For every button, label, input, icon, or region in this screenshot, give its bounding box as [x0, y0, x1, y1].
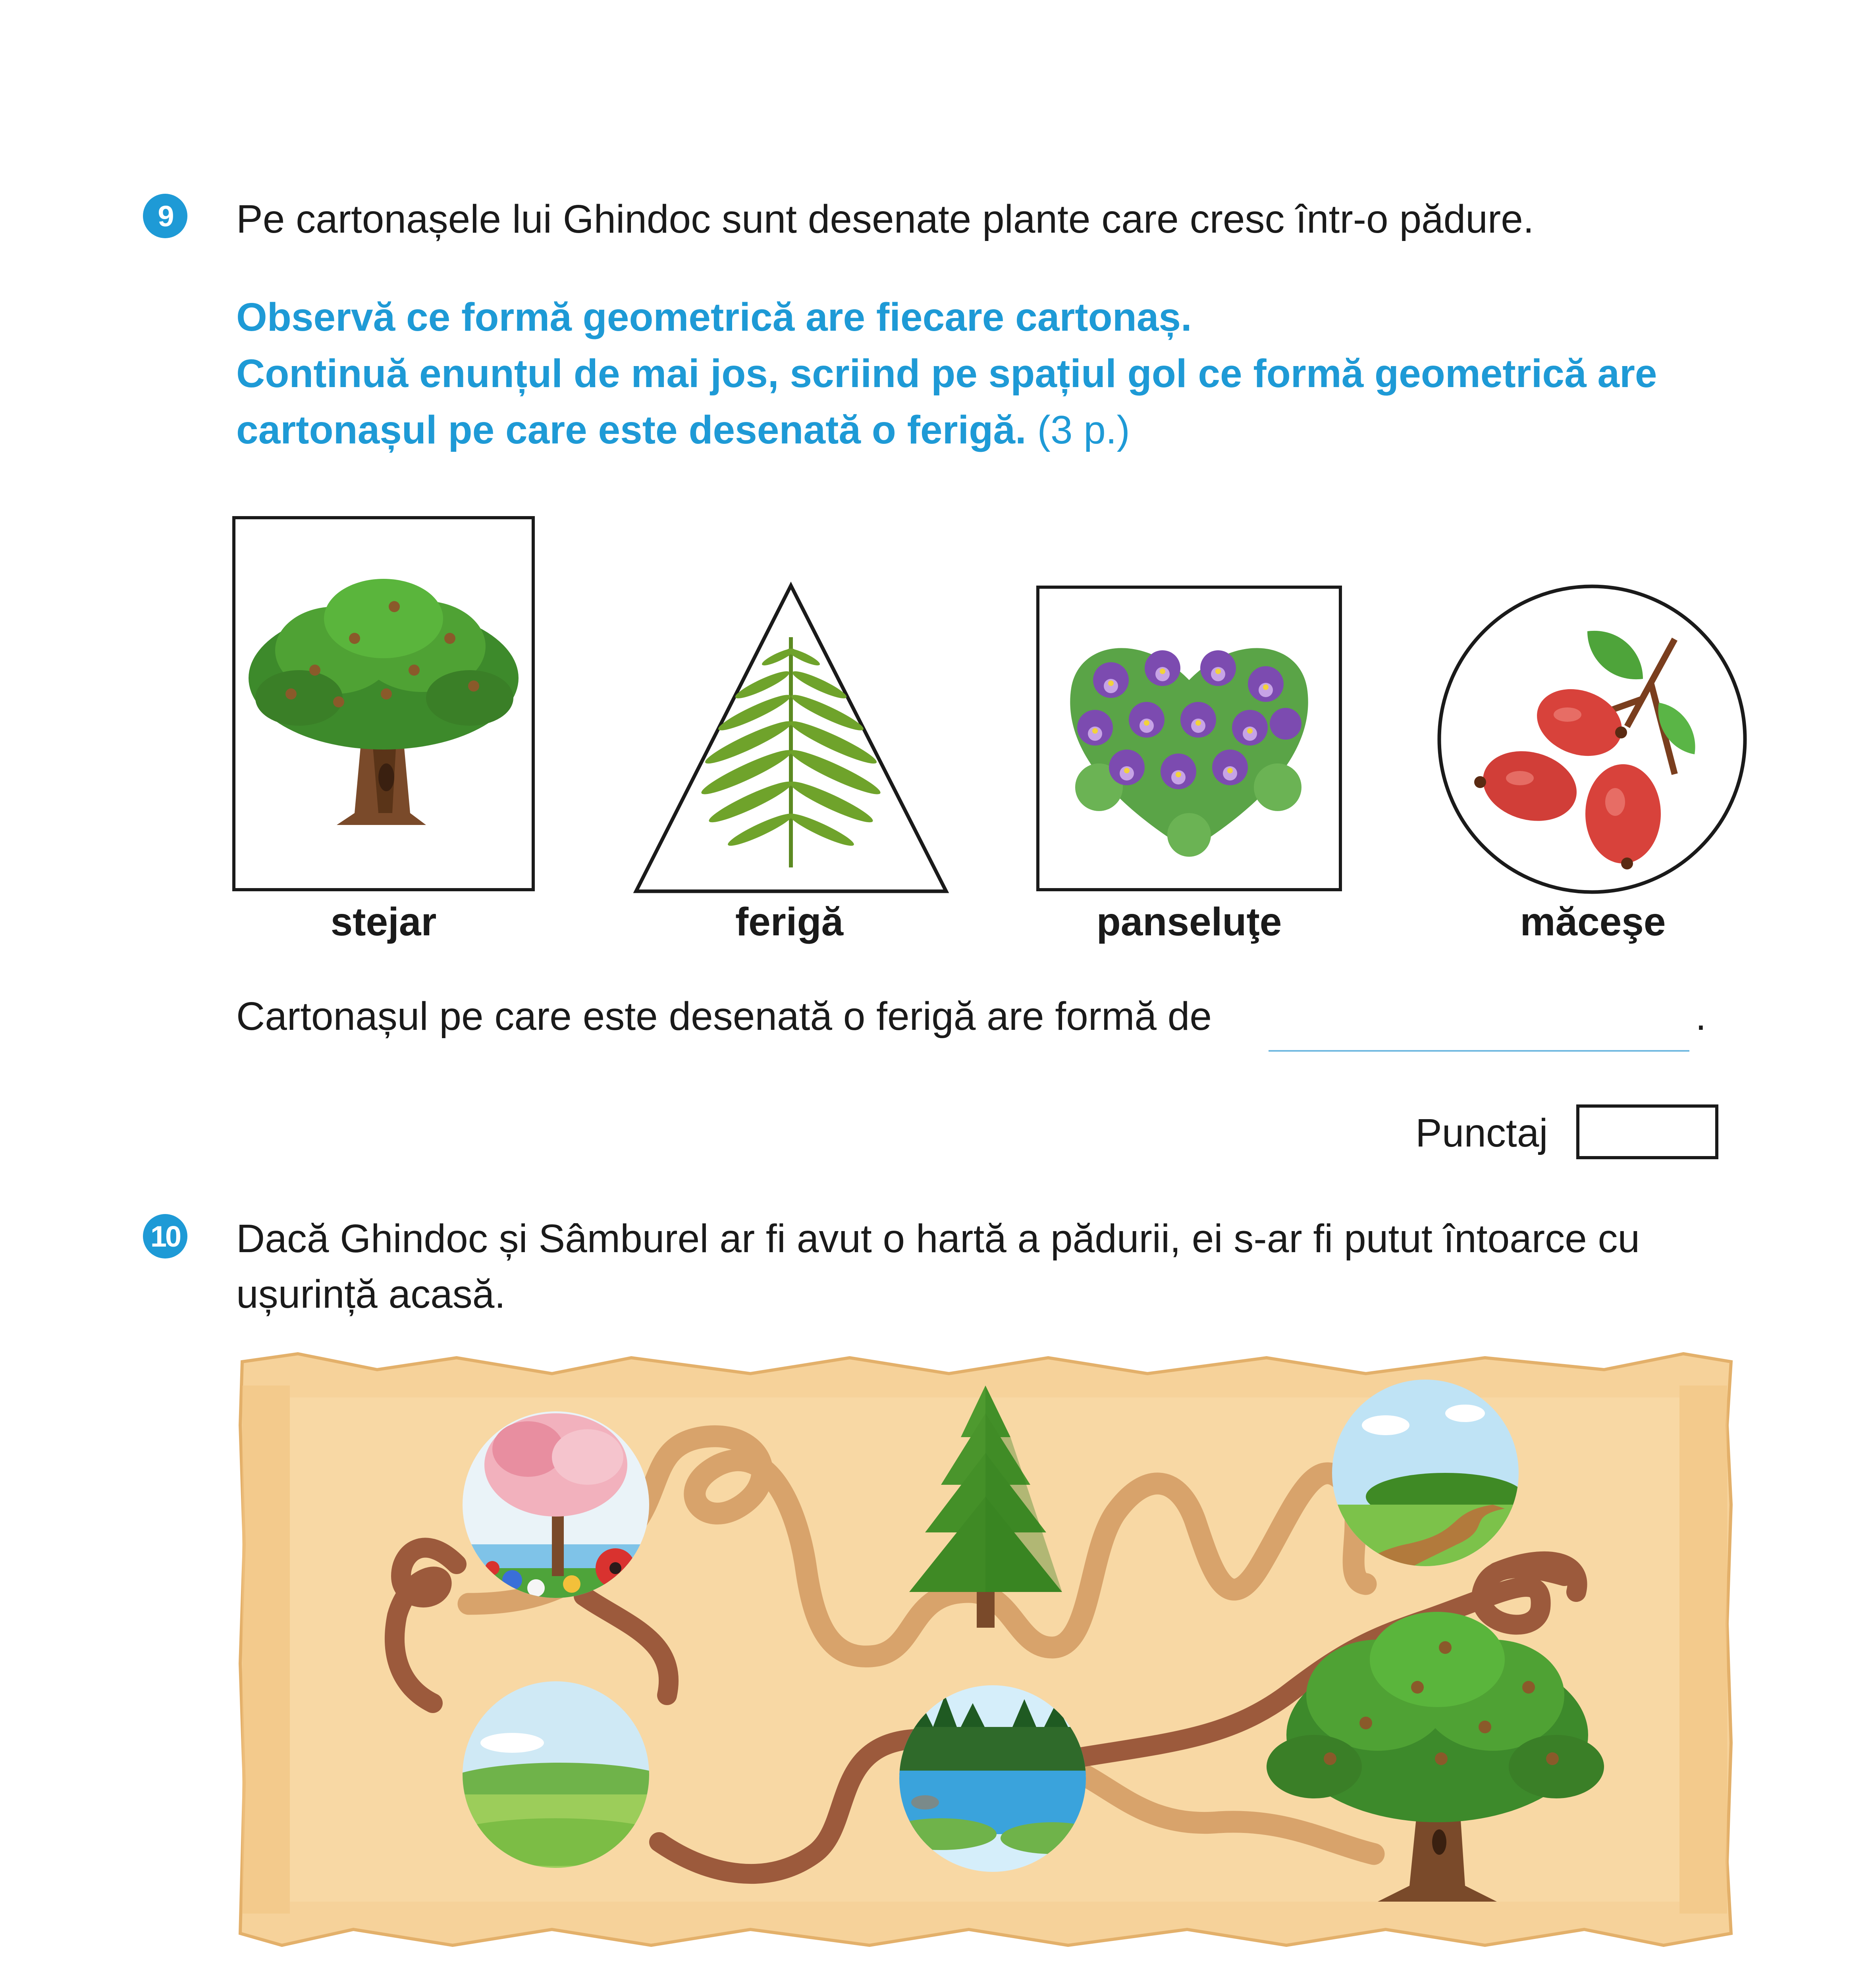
question-intro-line-1: Dacă Ghindoc și Sâmburel ar fi avut o hartă a pădurii, ei s-ar fi putut întoarce cu: [236, 1216, 1640, 1261]
forest-map: [234, 1346, 1735, 1953]
card-label-feriga: ferigă: [735, 900, 844, 944]
question-intro: Pe cartonașele lui Ghindoc sunt desenate plante care cresc într-o pădure.: [236, 197, 1534, 241]
card-label-panselute: panseluţe: [1096, 900, 1282, 944]
card-circle: [1436, 584, 1748, 895]
question-number: 9: [158, 199, 173, 233]
fill-in-sentence: Cartonașul pe care este desenată o ferigă are formă de: [236, 994, 1212, 1039]
card-label-macese: măceşe: [1520, 900, 1666, 944]
instruction-line-2: Continuă enunțul de mai jos, scriind pe spațiul gol ce formă geometrică are: [236, 351, 1657, 396]
instruction-line-3: [236, 402, 1130, 458]
card-triangle: [631, 582, 951, 895]
question-number-badge: [143, 1214, 187, 1258]
card-rectangle: [232, 516, 535, 891]
oak-tree-icon: [235, 519, 532, 888]
sentence-period: .: [1695, 994, 1706, 1039]
punctaj-label: Punctaj: [1415, 1111, 1548, 1155]
question-number: 10: [150, 1220, 180, 1253]
question-intro-line-2: ușurință acasă.: [236, 1272, 506, 1316]
points-label: (3 p.): [1037, 408, 1130, 452]
card-square: [1036, 586, 1342, 891]
answer-blank-line[interactable]: [1269, 1050, 1689, 1052]
instruction-text: cartonașul pe care este desenată o ferigă.: [236, 408, 1026, 452]
pansies-icon: [1039, 589, 1339, 888]
card-label-stejar: stejar: [330, 900, 437, 944]
question-number-badge: [143, 194, 187, 238]
score-box[interactable]: [1576, 1104, 1718, 1159]
instruction-line-1: Observă ce formă geometrică are fiecare cartonaș.: [236, 295, 1192, 339]
